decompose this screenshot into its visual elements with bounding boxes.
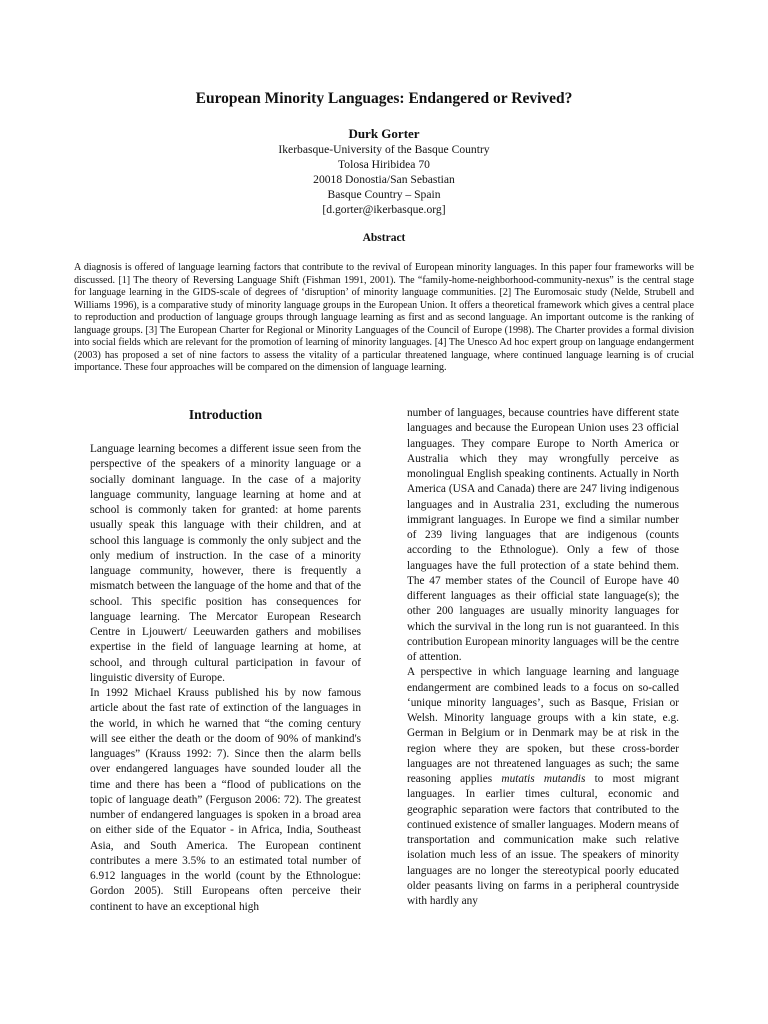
author-country: Basque Country – Spain	[327, 188, 441, 201]
author-affiliation: Ikerbasque-University of the Basque Country	[278, 143, 490, 156]
right-paragraph-2-start: A perspective in which language learning and language endangerment are combined leads to a focus on so-called ‘unique minority languages’, such as Basque, Frisian or Welsh. Minority language groups with a kin state, e.g. German in Belgium or in Denmark may be at risk in the region where they are spoken, but these cross-border languages are not threatened languages as such; the same reasoning applies	[407, 666, 679, 785]
introduction-heading: Introduction	[188, 407, 263, 422]
abstract-text: A diagnosis is offered of language learning factors that contribute to the revival of European minority languages. In this paper four frameworks will be discussed. [1] The theory of Reversing Language Shift (Fishman 1991, 2001). The “family-home-neighborhood-community-nexus” is the central stage for language learning in the GIDS-scale of degrees of ‘disruption’ of minority language communities. [2] The Euromosaic study (Nelde, Strubell and Williams 1996), is a comparative study of minority language groups in the European Union. It offers a theoretical framework which gives a central place to reproduction and production of language groups through language learning as first and as second language. An important outcome is the ranking of language groups. [3] The European Charter for Regional or Minority Languages of the Council of Europe (1998). The Charter provides a formal division into social fields which are relevant for the promotion of learning of minority languages. [4] The Unesco Ad hoc expert group on language endangerment (2003) has proposed a set of nine factors to assess the vitality of a particular threatened language, where continued language learning is of crucial importance. These four approaches will be compared on the dimension of language learning.	[74, 262, 694, 374]
author-block	[0, 126, 768, 217]
abstract-heading: Abstract	[362, 232, 406, 244]
author-city: 20018 Donostia/San Sebastian	[313, 173, 455, 186]
left-column	[90, 442, 361, 915]
right-column	[407, 406, 679, 909]
left-paragraph-2: In 1992 Michael Krauss published his by now famous article about the fast rate of extinction of the languages in the world, in which he warned that “the coming century will see either the death or the doom of 90% of mankind's languages” (Krauss 1992: 7). Since then the alarm bells over endangered languages have sounded louder all the time and there has been a “flood of publications on the topic of language death” (Ferguson 2006: 72). The greatest number of endangered languages is spoken in a broad area on either side of the Equator - in Africa, India, Southeast Asia, and South America. The European continent contributes a mere 3.5% to an estimated total number of 6.912 languages in the world (count by the Ethnologue: Gordon 2005). Still Europeans often perceive their continent to have an exceptional high	[90, 687, 361, 913]
right-paragraph-1: number of languages, because countries have different state languages and because the European Union uses 23 official languages. They compare Europe to North America or Australia which they may wrongfully perceive as monolingual English speaking continents. Actually in North America (USA and Canada) there are 247 living indigenous languages and in Australia 231, excluding the numerous immigrant languages. In Europe we find a similar number of 239 living languages that are indigenous (counts according to the Ethnologue). Only a few of those languages have the full protection of a state behind them. The 47 member states of the Council of Europe have 40 different languages as their official state language(s); the other 200 languages are usually minority languages for which the survival in the long run is not guaranteed. In this contribution European minority languages will be the centre of attention.	[407, 407, 679, 663]
paper-title: European Minority Languages: Endangered or Revived?	[195, 90, 573, 107]
right-paragraph-2	[407, 665, 679, 909]
author-name: Durk Gorter	[348, 126, 420, 141]
author-email: [d.gorter@ikerbasque.org]	[322, 203, 446, 216]
left-paragraph-1: Language learning becomes a different issue seen from the perspective of the speakers of a minority language or a socially dominant language. In the case of a majority language community, language learning at home and at school is commonly taken for granted: at home parents usually speak this language with their children, and at school this language is commonly the only subject and the only medium of instruction. In the case of a minority language community, however, there is frequently a mismatch between the language of the home and that of the school. This specific position has consequences for language learning. The Mercator European Research Centre in Ljouwert/ Leeuwarden gathers and mobilises expertise in the field of language learning at home, at school, and through cultural participation in favour of linguistic diversity of Europe.	[90, 443, 361, 684]
author-street: Tolosa Hiribidea 70	[338, 158, 430, 171]
right-paragraph-2-end: to most migrant languages. In earlier times cultural, economic and geographic separation were factors that contributed to the continued existence of smaller languages. Modern means of transportation and communication make such relative isolation much less of an issue. The speakers of minority languages are no longer the stereotypical poorly educated older peasants living on farms in a peripheral countryside with hardly any	[407, 773, 679, 907]
italic-phrase: mutatis mutandis	[501, 773, 586, 785]
